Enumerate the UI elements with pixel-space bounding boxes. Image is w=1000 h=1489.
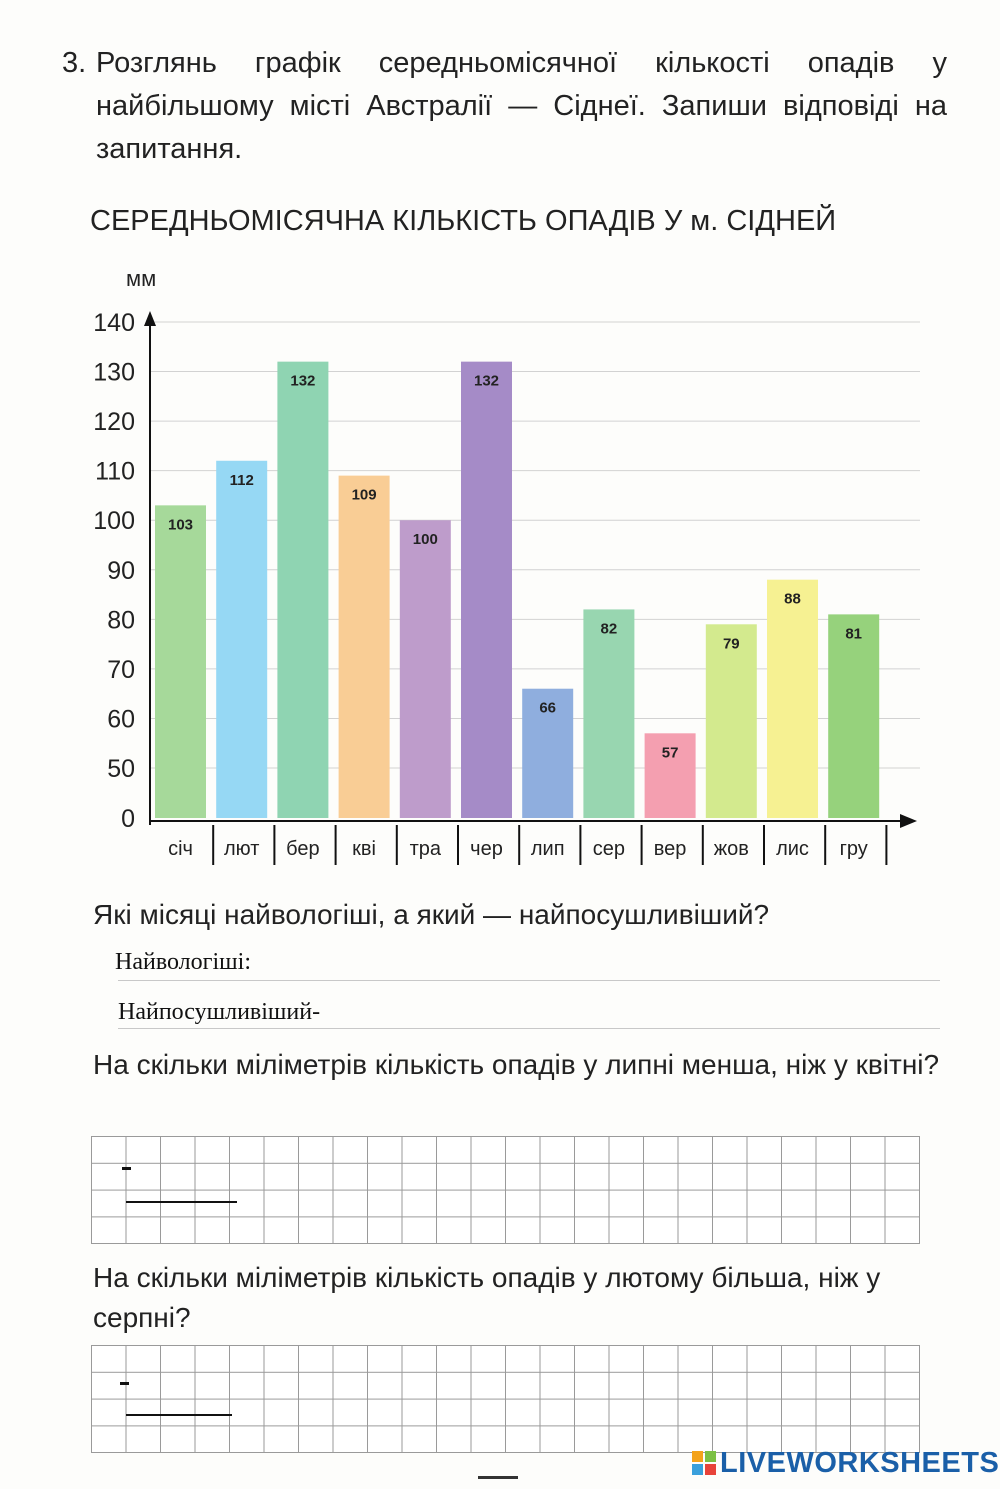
x-tick-label: лис: [776, 838, 809, 860]
bar-бер: [277, 362, 328, 818]
x-tick-label: січ: [168, 838, 193, 860]
minus-sign-2: [120, 1382, 129, 1385]
y-tick-label: 130: [93, 358, 135, 387]
bar-value-label: 88: [784, 590, 801, 608]
x-tick-label: бер: [286, 838, 320, 860]
y-axis-arrow: [144, 311, 156, 326]
question-2: На скільки міліметрів кількість опадів у липні менша, ніж у квітні?: [93, 1049, 940, 1080]
bar-value-label: 132: [473, 372, 500, 390]
answer-grid-2[interactable]: [91, 1345, 920, 1453]
minus-sign-1: [122, 1167, 131, 1170]
wettest-label: Найвологіші:: [115, 949, 251, 975]
x-tick-label: тра: [409, 838, 442, 860]
bar-жов: [706, 624, 757, 818]
y-tick-label: 110: [95, 457, 135, 486]
y-tick-label: 140: [93, 309, 135, 337]
x-tick-label: чер: [470, 838, 503, 860]
bar-чер: [461, 362, 512, 818]
answer-grid-1[interactable]: [91, 1136, 920, 1244]
driest-label: Найпосушливіший-: [118, 999, 321, 1025]
x-axis-arrow: [900, 814, 917, 828]
answer-blank-2[interactable]: [126, 1414, 232, 1416]
bar-сер: [583, 609, 634, 818]
bar-value-label: 103: [167, 516, 194, 534]
task-number: 3.: [62, 47, 87, 79]
liveworksheets-logo: [692, 1446, 999, 1480]
x-tick-label: сер: [592, 838, 626, 860]
bar-лис: [767, 580, 818, 818]
answer-blank-1[interactable]: [126, 1201, 237, 1203]
y-tick-label: 70: [107, 655, 135, 684]
y-tick-label: 50: [107, 755, 135, 783]
x-tick-label: жов: [713, 838, 749, 860]
bar-value-label: 132: [290, 372, 316, 390]
bar-value-label: 66: [539, 699, 557, 717]
y-tick-label: 90: [107, 556, 135, 585]
wettest-answer-line[interactable]: [118, 980, 940, 981]
bar-value-label: 57: [661, 744, 679, 762]
x-tick-label: лют: [224, 838, 260, 860]
bar-value-label: 109: [351, 486, 377, 504]
bar-січ: [155, 505, 206, 818]
bar-лют: [216, 461, 267, 818]
task-instruction: [62, 42, 947, 171]
y-tick-label: 120: [93, 408, 135, 437]
x-tick-label: кві: [352, 838, 377, 860]
task-text: Розглянь графік середньомісячної кількості опадів у найбільшому місті Австралії — Сіднеї. Запиши відповіді на запитання.: [96, 47, 947, 165]
question-1: Які місяці найвологіші, а який — найпосушливіший?: [93, 899, 770, 930]
bar-value-label: 81: [845, 625, 863, 643]
y-tick-label: 100: [93, 507, 135, 536]
x-tick-label: лип: [530, 838, 565, 860]
bar-value-label: 100: [412, 531, 438, 549]
x-tick-label: вер: [653, 838, 687, 860]
page-number-fragment: [478, 1476, 518, 1489]
y-axis-label: мм: [126, 266, 157, 291]
bar-value-label: 79: [722, 635, 740, 653]
bar-тра: [400, 520, 451, 818]
bar-гру: [828, 614, 879, 818]
bar-value-label: 112: [229, 471, 254, 489]
driest-answer-line[interactable]: [118, 1028, 940, 1029]
rainfall-bar-chart: [0, 255, 1000, 880]
y-tick-label: 0: [121, 805, 135, 833]
bar-value-label: 82: [600, 620, 618, 638]
question-3: На скільки міліметрів кількість опадів у лютому більша, ніж у серпні?: [93, 1262, 881, 1333]
logo-text: LIVEWORKSHEETS: [720, 1446, 1000, 1479]
x-tick-label: гру: [839, 838, 868, 860]
bar-кві: [339, 476, 390, 818]
liveworksheets-logo-icon: [692, 1451, 716, 1475]
y-tick-label: 60: [107, 705, 135, 734]
chart-title: СЕРЕДНЬОМІСЯЧНА КІЛЬКІСТЬ ОПАДІВ У м. СІДНЕЙ: [90, 205, 837, 237]
y-tick-label: 80: [107, 606, 135, 635]
